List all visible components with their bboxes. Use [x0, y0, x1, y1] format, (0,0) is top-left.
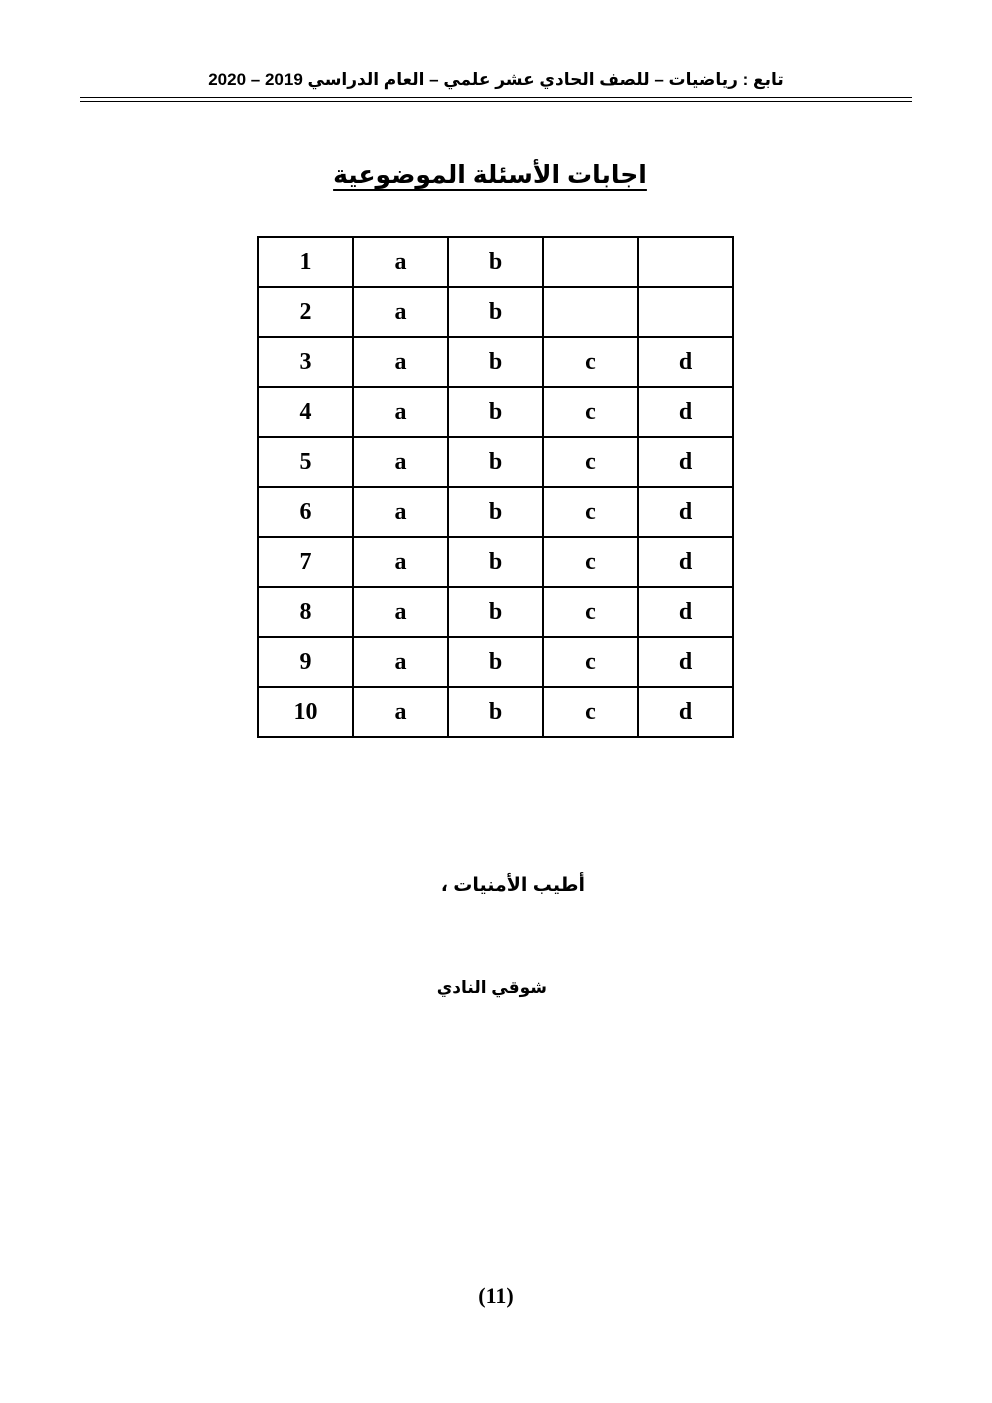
table-row — [258, 437, 733, 487]
question-number-cell: 7 — [258, 537, 353, 587]
option-cell: b — [448, 537, 543, 587]
option-cell: c — [543, 587, 638, 637]
option-cell: a — [353, 437, 448, 487]
option-cell: c — [543, 387, 638, 437]
table-row — [258, 687, 733, 737]
table-row — [258, 487, 733, 537]
option-cell: c — [543, 487, 638, 537]
option-cell: a — [353, 537, 448, 587]
section-title — [0, 160, 980, 190]
option-cell: d — [638, 687, 733, 737]
option-cell — [638, 237, 733, 287]
option-cell: d — [638, 437, 733, 487]
option-cell: a — [353, 637, 448, 687]
question-number-cell: 6 — [258, 487, 353, 537]
option-cell: b — [448, 287, 543, 337]
option-cell: b — [448, 437, 543, 487]
option-cell: c — [543, 337, 638, 387]
option-cell: b — [448, 337, 543, 387]
option-cell: a — [353, 487, 448, 537]
page-number: (11) — [478, 1283, 514, 1308]
option-cell: b — [448, 487, 543, 537]
option-cell: c — [543, 437, 638, 487]
option-cell: b — [448, 587, 543, 637]
table-row — [258, 637, 733, 687]
signature-name: شوقي النادي — [436, 978, 547, 997]
table-row — [258, 587, 733, 637]
question-number-cell: 9 — [258, 637, 353, 687]
question-number-cell: 1 — [258, 237, 353, 287]
option-cell: a — [353, 287, 448, 337]
option-cell: b — [448, 637, 543, 687]
option-cell: a — [353, 387, 448, 437]
question-number-cell: 5 — [258, 437, 353, 487]
header-double-rule — [80, 97, 912, 102]
option-cell — [543, 287, 638, 337]
option-cell: d — [638, 587, 733, 637]
option-cell: c — [543, 537, 638, 587]
option-cell — [638, 287, 733, 337]
option-cell: d — [638, 387, 733, 437]
option-cell: b — [448, 237, 543, 287]
question-number-cell: 4 — [258, 387, 353, 437]
answer-table — [257, 236, 734, 738]
option-cell: d — [638, 537, 733, 587]
table-row — [258, 287, 733, 337]
question-number-cell: 3 — [258, 337, 353, 387]
page-header-title: تابع : رياضيات – للصف الحادي عشر علمي – العام الدراسي 2019 – 2020 — [208, 70, 784, 89]
table-row — [258, 337, 733, 387]
option-cell: b — [448, 687, 543, 737]
option-cell: d — [638, 487, 733, 537]
option-cell: a — [353, 337, 448, 387]
option-cell: a — [353, 687, 448, 737]
option-cell: b — [448, 387, 543, 437]
option-cell: c — [543, 637, 638, 687]
option-cell: a — [353, 237, 448, 287]
option-cell: a — [353, 587, 448, 637]
closing-text: أطيب الأمنيات ، — [440, 875, 585, 896]
option-cell: c — [543, 687, 638, 737]
section-title-text: اجابات الأسئلة الموضوعية — [333, 161, 647, 189]
table-row — [258, 237, 733, 287]
question-number-cell: 2 — [258, 287, 353, 337]
option-cell: d — [638, 337, 733, 387]
option-cell: d — [638, 637, 733, 687]
question-number-cell: 8 — [258, 587, 353, 637]
table-row — [258, 387, 733, 437]
table-row — [258, 537, 733, 587]
option-cell — [543, 237, 638, 287]
question-number-cell: 10 — [258, 687, 353, 737]
